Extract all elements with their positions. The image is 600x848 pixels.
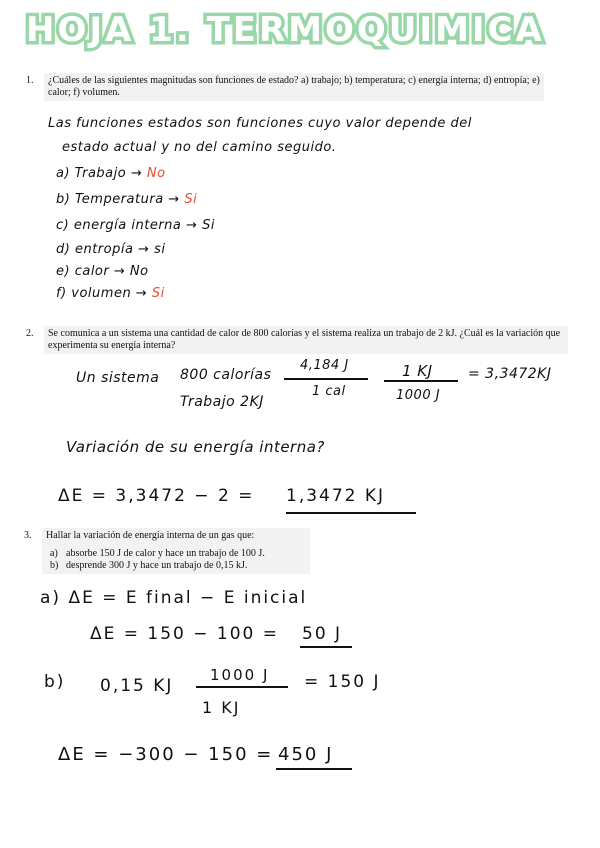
equation-result: = 150 J [304,672,381,692]
equation-result: 450 J [278,744,334,765]
fraction-bar [196,686,288,688]
answer-line: Las funciones estados son funciones cuyo valor depende del [48,116,472,131]
answer-item [56,192,197,207]
answer-item [56,166,166,181]
fraction-numerator: 1 KJ [402,362,433,380]
answer-text: Trabajo 2KJ [180,394,264,410]
item-value: Si [184,192,198,207]
equation-label: b) [44,672,66,692]
question-text: Hallar la variación de energía interna de un gas que: [46,530,255,541]
item-value: si [154,242,166,257]
subquestion-label: b) [50,560,59,571]
item-label: b) Temperatura → [56,192,180,207]
result-underline [286,512,416,514]
answer-text: Variación de su energía interna? [66,438,325,456]
item-label: e) calor → [56,264,126,279]
result-underline [276,768,352,770]
equation: ΔE = −300 − 150 = [58,744,274,765]
item-label: d) entropía → [56,242,150,257]
question-text: ¿Cuáles de las siguientes magnitudas son funciones de estado? a) trabajo; b) temperatura; c) energía interna; d) entropía; e) calor; f) volumen. [48,75,540,98]
fraction-denominator: 1 cal [312,384,346,399]
fraction-numerator: 1000 J [210,666,270,684]
answer-item [56,242,165,257]
item-value: Si [202,218,215,233]
equation: ΔE = 150 − 100 = [90,624,280,644]
question-2 [26,326,568,354]
equation: 0,15 KJ [100,676,174,696]
item-label: c) energía interna → [56,218,198,233]
item-value: Si [151,286,165,301]
question-text: Se comunica a un sistema una cantidad de calor de 800 calorías y el sistema realiza un trabajo de 2 kJ. ¿Cuál es la variación que experimenta su energía interna? [48,328,561,351]
item-label: a) Trabajo → [56,166,143,181]
subquestion-text: desprende 300 J y hace un trabajo de 0,15 kJ. [66,560,248,571]
fraction-bar [384,380,458,382]
subquestion-text: absorbe 150 J de calor y hace un trabajo de 100 J. [66,548,265,559]
equation: a) ΔE = E final − E inicial [40,588,308,608]
result-underline [300,646,352,648]
answer-item [56,264,149,279]
answer-item [56,286,165,301]
question-3 [24,528,310,574]
subquestion-b [46,560,306,572]
answer-item [56,218,215,233]
answer-text: Un sistema [76,370,160,386]
question-1 [26,73,544,101]
result-text: = 3,3472KJ [468,366,552,382]
item-value: No [129,264,149,279]
question-number: 3. [24,530,32,541]
answer-text: 800 calorías [180,367,272,383]
question-number: 1. [26,75,34,86]
item-label: f) volumen → [56,286,148,301]
equation-result: 1,3472 KJ [286,486,386,506]
equation: ΔE = 3,3472 − 2 = [58,486,255,506]
subquestion-label: a) [50,548,58,559]
fraction-denominator: 1000 J [396,388,441,403]
fraction-denominator: 1 KJ [202,698,241,717]
item-value: No [146,166,166,181]
fraction-numerator: 4,184 J [300,358,349,373]
subquestion-a [46,548,306,560]
question-number: 2. [26,328,34,339]
fraction-bar [284,378,368,380]
equation-result: 50 J [302,624,343,644]
answer-line: estado actual y no del camino seguido. [62,140,337,155]
page-title: HOJA 1. TERMOQUIMICA [26,10,545,50]
